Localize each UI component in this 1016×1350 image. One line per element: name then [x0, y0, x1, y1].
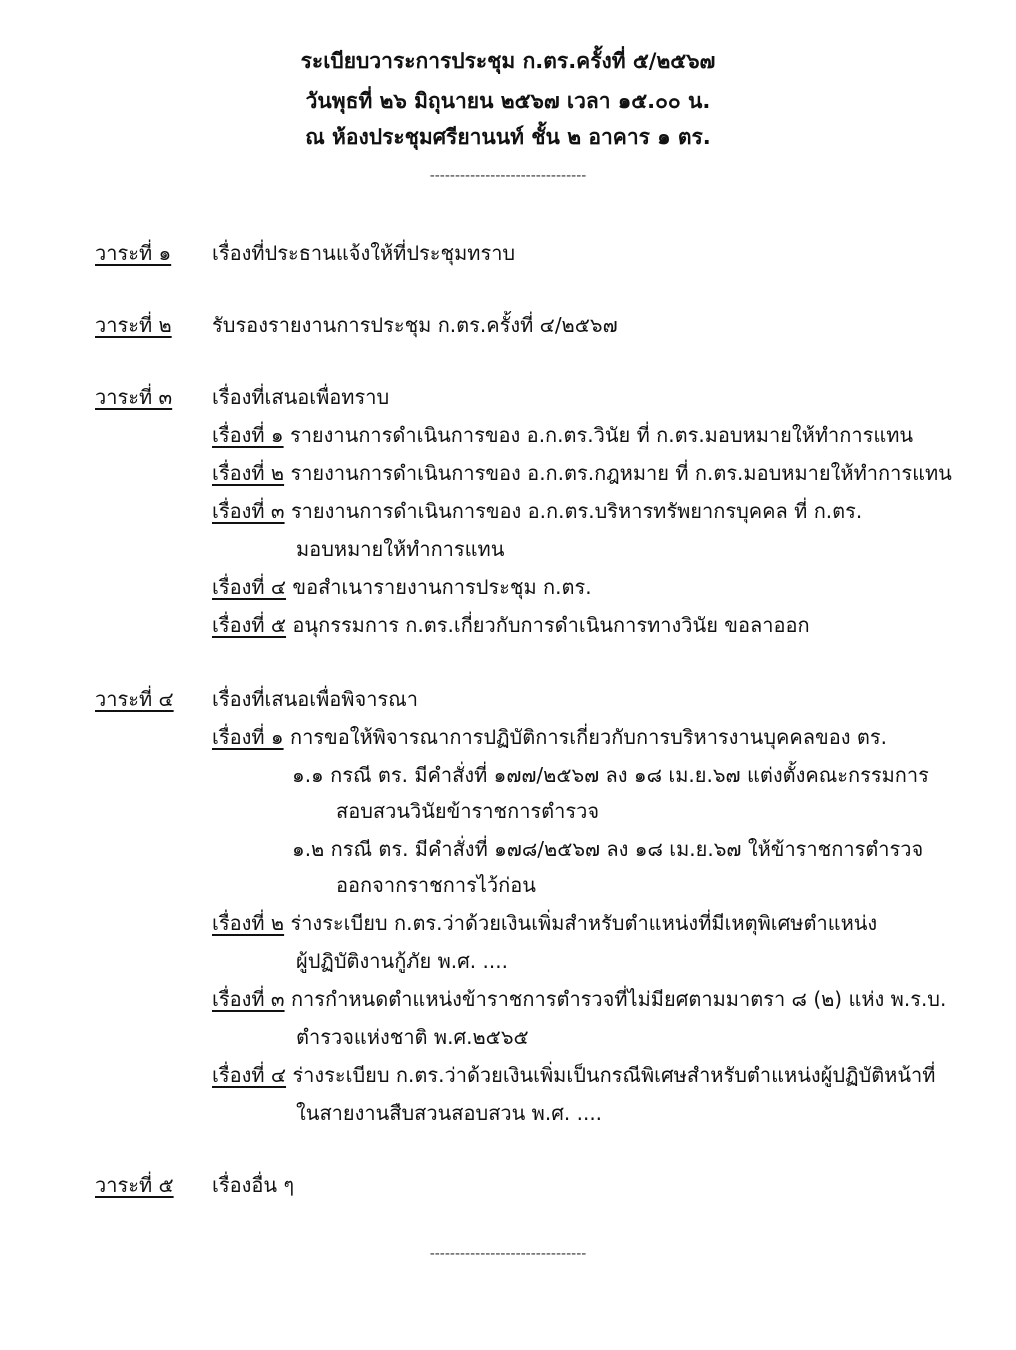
agenda-5-label: วาระที่ ๕	[95, 1173, 174, 1197]
agenda-4-sub-1-point-2: ๑.๒ กรณี ตร. มีคำสั่งที่ ๑๗๘/๒๕๖๗ ลง ๑๘ เม.ย.๖๗ ให้ข้าราชการตำรวจ	[292, 837, 924, 861]
sub-4-label: เรื่องที่ ๔	[212, 1063, 287, 1087]
agenda-5-text: เรื่องอื่น ๆ	[212, 1173, 295, 1197]
agenda-3-sub-4	[212, 570, 592, 604]
sub-2-label: เรื่องที่ ๒	[212, 461, 285, 485]
sub-1-label: เรื่องที่ ๑	[212, 423, 284, 447]
agenda-4-sub-4	[212, 1058, 935, 1092]
agenda-4-sub-3	[212, 982, 946, 1016]
agenda-4-sub-1	[212, 720, 887, 754]
agenda-4-text: เรื่องที่เสนอเพื่อพิจารณา	[212, 687, 418, 711]
sub-1-text: รายงานการดำเนินการของ อ.ก.ตร.วินัย ที่ ก.ตร.มอบหมายให้ทำการแทน	[289, 423, 914, 447]
agenda-4-label: วาระที่ ๔	[95, 687, 174, 711]
agenda-4-sub-1-point-2-cont: ออกจากราชการไว้ก่อน	[336, 873, 536, 897]
agenda-3-sub-2	[212, 456, 952, 490]
agenda-3-sub-5	[212, 608, 810, 642]
agenda-3-sub-1	[212, 418, 913, 452]
header-separator: -------------------------------	[429, 168, 587, 184]
meeting-venue: ณ ห้องประชุมศรียานนท์ ชั้น ๒ อาคาร ๑ ตร.	[305, 125, 711, 149]
agenda-4-sub-1-point-1-cont: สอบสวนวินัยข้าราชการตำรวจ	[336, 799, 600, 823]
agenda-1-text: เรื่องที่ประธานแจ้งให้ที่ประชุมทราบ	[212, 241, 516, 265]
sub-1-label: เรื่องที่ ๑	[212, 725, 284, 749]
agenda-4-sub-3-cont: ตำรวจแห่งชาติ พ.ศ.๒๕๖๕	[296, 1025, 529, 1049]
sub-4-text: ขอสำเนารายงานการประชุม ก.ตร.	[292, 575, 592, 599]
agenda-1-label: วาระที่ ๑	[95, 241, 172, 265]
sub-3-label: เรื่องที่ ๓	[212, 499, 285, 523]
sub-5-label: เรื่องที่ ๕	[212, 613, 287, 637]
sub-3-text: รายงานการดำเนินการของ อ.ก.ตร.บริหารทรัพยากรบุคคล ที่ ก.ตร.	[290, 499, 863, 523]
agenda-3-sub-3	[212, 494, 862, 528]
sub-1-text: การขอให้พิจารณาการปฏิบัติการเกี่ยวกับการบริหารงานบุคคลของ ตร.	[289, 725, 887, 749]
agenda-4-sub-4-cont: ในสายงานสืบสวนสอบสวน พ.ศ. ....	[296, 1101, 603, 1125]
document-title: ระเบียบวาระการประชุม ก.ตร.ครั้งที่ ๕/๒๕๖๗	[300, 49, 716, 73]
sub-5-text: อนุกรรมการ ก.ตร.เกี่ยวกับการดำเนินการทางวินัย ขอลาออก	[292, 613, 810, 637]
sub-4-label: เรื่องที่ ๔	[212, 575, 287, 599]
sub-4-text: ร่างระเบียบ ก.ตร.ว่าด้วยเงินเพิ่มเป็นกรณีพิเศษสำหรับตำแหน่งผู้ปฏิบัติหน้าที่	[292, 1063, 936, 1087]
sub-3-text: การกำหนดตำแหน่งข้าราชการตำรวจที่ไม่มียศตามมาตรา ๘ (๒) แห่ง พ.ร.บ.	[290, 987, 947, 1011]
sub-2-text: รายงานการดำเนินการของ อ.ก.ตร.กฎหมาย ที่ ก.ตร.มอบหมายให้ทำการแทน	[290, 461, 952, 485]
sub-2-label: เรื่องที่ ๒	[212, 911, 285, 935]
agenda-3-text: เรื่องที่เสนอเพื่อทราบ	[212, 385, 390, 409]
agenda-2-label: วาระที่ ๒	[95, 313, 172, 337]
sub-2-text: ร่างระเบียบ ก.ตร.ว่าด้วยเงินเพิ่มสำหรับตำแหน่งที่มีเหตุพิเศษตำแหน่ง	[290, 911, 878, 935]
agenda-3-sub-3-cont: มอบหมายให้ทำการแทน	[296, 537, 505, 561]
agenda-4-sub-1-point-1: ๑.๑ กรณี ตร. มีคำสั่งที่ ๑๗๗/๒๕๖๗ ลง ๑๘ เม.ย.๖๗ แต่งตั้งคณะกรรมการ	[292, 763, 929, 787]
sub-3-label: เรื่องที่ ๓	[212, 987, 285, 1011]
meeting-date: วันพุธที่ ๒๖ มิถุนายน ๒๕๖๗ เวลา ๑๕.๐๐ น.	[305, 89, 711, 113]
footer-separator: -------------------------------	[429, 1246, 587, 1262]
agenda-4-sub-2-cont: ผู้ปฏิบัติงานกู้ภัย พ.ศ. ....	[296, 949, 508, 973]
agenda-3-label: วาระที่ ๓	[95, 385, 173, 409]
agenda-2-text: รับรองรายงานการประชุม ก.ตร.ครั้งที่ ๔/๒๕๖๗	[212, 313, 618, 337]
agenda-4-sub-2	[212, 906, 877, 940]
